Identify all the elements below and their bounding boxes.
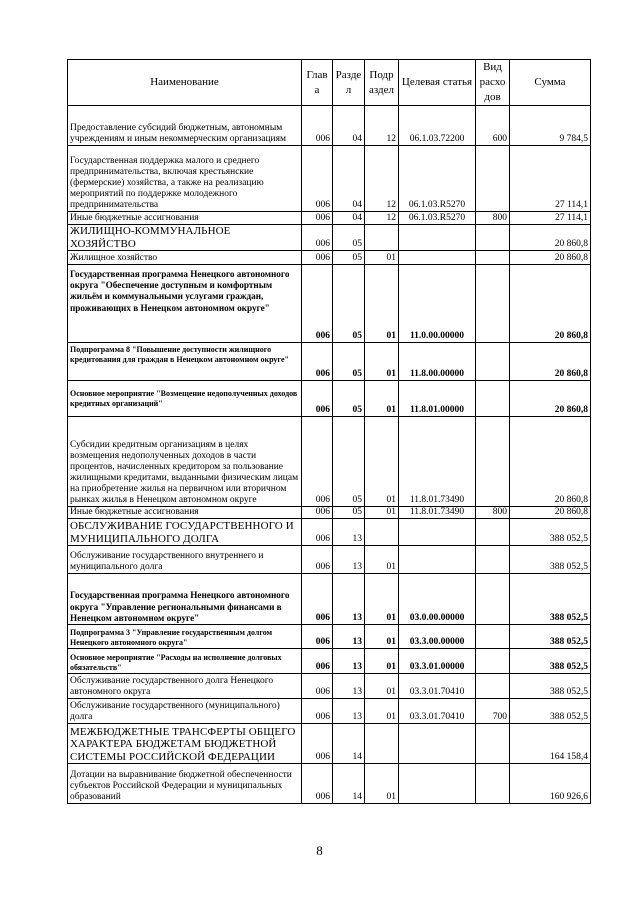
row-name: Обслуживание государственного долга Ненецкого автономного округа <box>68 674 302 699</box>
row-glava: 006 <box>302 764 333 804</box>
row-vid <box>476 225 510 251</box>
row-vid <box>476 625 510 649</box>
row-target: 06.1.03.R5270 <box>399 212 476 225</box>
row-razdel: 05 <box>333 251 365 265</box>
row-podrazdel: 01 <box>365 699 399 724</box>
row-vid <box>476 546 510 574</box>
table-row <box>68 546 591 574</box>
table-row <box>68 343 591 381</box>
row-sum: 20 860,8 <box>510 507 591 519</box>
row-target <box>399 251 476 265</box>
row-name: Обслуживание государственного внутреннего и муниципального долга <box>68 546 302 574</box>
row-vid <box>476 381 510 417</box>
row-razdel: 05 <box>333 225 365 251</box>
row-podrazdel: 01 <box>365 546 399 574</box>
row-razdel: 04 <box>333 106 365 146</box>
row-razdel: 04 <box>333 146 365 212</box>
row-glava: 006 <box>302 225 333 251</box>
row-vid <box>476 724 510 764</box>
header-sum: Сумма <box>510 60 591 106</box>
row-target: 03.3.01.00000 <box>399 649 476 674</box>
row-glava: 006 <box>302 546 333 574</box>
table-row <box>68 106 591 146</box>
row-sum: 164 158,4 <box>510 724 591 764</box>
row-name: Государственная поддержка малого и среднего предпринимательства, включая крестьянские (фермерские) хозяйства, а также на реализацию мероприятий по поддержке молодежного предпринимательства <box>68 146 302 212</box>
row-name: Государственная программа Ненецкого автономного округа "Управление региональными финансами в Ненецком автономном округе" <box>68 574 302 625</box>
row-name: Иные бюджетные ассигнования <box>68 212 302 225</box>
row-vid <box>476 649 510 674</box>
row-razdel: 14 <box>333 764 365 804</box>
table-row <box>68 146 591 212</box>
row-razdel: 13 <box>333 699 365 724</box>
table-row <box>68 507 591 519</box>
table-row <box>68 674 591 699</box>
row-sum: 388 052,5 <box>510 674 591 699</box>
row-name: Предоставление субсидий бюджетным, автономным учреждениям и иным некоммерческим организациям <box>68 106 302 146</box>
row-name: МЕЖБЮДЖЕТНЫЕ ТРАНСФЕРТЫ ОБЩЕГО ХАРАКТЕРА БЮДЖЕТАМ БЮДЖЕТНОЙ СИСТЕМЫ РОССИЙСКОЙ ФЕДЕРАЦИИ <box>68 724 302 764</box>
row-razdel: 13 <box>333 625 365 649</box>
row-sum: 388 052,5 <box>510 574 591 625</box>
row-vid: 800 <box>476 212 510 225</box>
row-glava: 006 <box>302 251 333 265</box>
row-sum: 20 860,8 <box>510 381 591 417</box>
row-vid <box>476 674 510 699</box>
row-podrazdel: 01 <box>365 625 399 649</box>
row-target: 11.8.01.73490 <box>399 507 476 519</box>
row-target <box>399 764 476 804</box>
row-name: Субсидии кредитным организациям в целях возмещения недополученных доходов в части процентов, начисленных кредитором за пользование жилищными кредитами, выданными физическим лицам на приобретение жилья на первичном или вторичном рынках жилья в Ненецком автономном округе <box>68 417 302 507</box>
row-razdel: 13 <box>333 649 365 674</box>
row-podrazdel: 01 <box>365 574 399 625</box>
row-vid: 700 <box>476 699 510 724</box>
row-podrazdel <box>365 724 399 764</box>
row-sum: 9 784,5 <box>510 106 591 146</box>
row-sum: 388 052,5 <box>510 625 591 649</box>
table-row <box>68 649 591 674</box>
row-razdel: 13 <box>333 674 365 699</box>
row-razdel: 14 <box>333 724 365 764</box>
row-razdel: 13 <box>333 574 365 625</box>
row-razdel: 04 <box>333 212 365 225</box>
table-row <box>68 699 591 724</box>
row-sum: 27 114,1 <box>510 212 591 225</box>
row-target: 03.3.01.70410 <box>399 699 476 724</box>
table-row <box>68 417 591 507</box>
table-row <box>68 764 591 804</box>
row-target: 03.3.00.00000 <box>399 625 476 649</box>
row-podrazdel: 12 <box>365 106 399 146</box>
row-sum: 20 860,8 <box>510 265 591 343</box>
row-podrazdel: 01 <box>365 343 399 381</box>
row-vid <box>476 417 510 507</box>
header-name: Наименование <box>68 60 302 106</box>
row-glava: 006 <box>302 507 333 519</box>
row-name: Жилищное хозяйство <box>68 251 302 265</box>
row-vid <box>476 764 510 804</box>
row-glava: 006 <box>302 343 333 381</box>
row-podrazdel: 01 <box>365 417 399 507</box>
row-target: 11.0.00.00000 <box>399 265 476 343</box>
row-podrazdel: 01 <box>365 649 399 674</box>
row-target: 03.3.01.70410 <box>399 674 476 699</box>
row-podrazdel: 12 <box>365 212 399 225</box>
table-row <box>68 212 591 225</box>
row-name: ЖИЛИЩНО-КОММУНАЛЬНОЕ ХОЗЯЙСТВО <box>68 225 302 251</box>
row-name: Подпрограмма 3 "Управление государственным долгом Ненецкого автономного округа" <box>68 625 302 649</box>
row-vid <box>476 251 510 265</box>
row-razdel: 05 <box>333 265 365 343</box>
row-target: 03.0.00.00000 <box>399 574 476 625</box>
row-name: Дотации на выравнивание бюджетной обеспеченности субъектов Российской Федерации и муниципальных образований <box>68 764 302 804</box>
row-name: ОБСЛУЖИВАНИЕ ГОСУДАРСТВЕННОГО И МУНИЦИПАЛЬНОГО ДОЛГА <box>68 519 302 546</box>
row-target: 11.8.00.00000 <box>399 343 476 381</box>
row-target: 06.1.03.72200 <box>399 106 476 146</box>
row-razdel: 13 <box>333 519 365 546</box>
row-razdel: 05 <box>333 417 365 507</box>
row-vid <box>476 343 510 381</box>
row-razdel: 05 <box>333 507 365 519</box>
row-glava: 006 <box>302 574 333 625</box>
row-podrazdel: 12 <box>365 146 399 212</box>
page-number: 8 <box>316 843 323 858</box>
row-glava: 006 <box>302 146 333 212</box>
row-name: Основное мероприятие "Расходы на исполнение долговых обязательств" <box>68 649 302 674</box>
row-target <box>399 546 476 574</box>
row-glava: 006 <box>302 699 333 724</box>
row-glava: 006 <box>302 106 333 146</box>
header-razdel: Разде л <box>333 60 365 106</box>
row-podrazdel <box>365 225 399 251</box>
row-sum: 388 052,5 <box>510 649 591 674</box>
row-glava: 006 <box>302 649 333 674</box>
table-row <box>68 724 591 764</box>
budget-table <box>67 59 591 804</box>
row-target <box>399 519 476 546</box>
table-row <box>68 625 591 649</box>
row-sum: 20 860,8 <box>510 343 591 381</box>
row-razdel: 05 <box>333 381 365 417</box>
row-podrazdel: 01 <box>365 674 399 699</box>
row-name: Обслуживание государственного (муниципального) долга <box>68 699 302 724</box>
header-row <box>68 60 591 106</box>
row-vid <box>476 519 510 546</box>
row-podrazdel: 01 <box>365 764 399 804</box>
row-glava: 006 <box>302 625 333 649</box>
row-vid <box>476 574 510 625</box>
row-glava: 006 <box>302 674 333 699</box>
row-glava: 006 <box>302 265 333 343</box>
row-sum: 20 860,8 <box>510 225 591 251</box>
row-target: 06.1.03.R5270 <box>399 146 476 212</box>
row-vid <box>476 265 510 343</box>
row-vid <box>476 146 510 212</box>
row-podrazdel: 01 <box>365 251 399 265</box>
row-name: Иные бюджетные ассигнования <box>68 507 302 519</box>
row-target <box>399 225 476 251</box>
row-glava: 006 <box>302 724 333 764</box>
table-row <box>68 381 591 417</box>
row-name: Подпрограмма 8 "Повышение доступности жилищного кредитования для граждан в Ненецком автономном округе" <box>68 343 302 381</box>
header-target: Целевая статья <box>399 60 476 106</box>
row-vid: 800 <box>476 507 510 519</box>
table-row <box>68 225 591 251</box>
table-row <box>68 265 591 343</box>
row-glava: 006 <box>302 417 333 507</box>
row-podrazdel: 01 <box>365 265 399 343</box>
table-row <box>68 519 591 546</box>
header-glava: Глав а <box>302 60 333 106</box>
row-podrazdel: 01 <box>365 381 399 417</box>
row-podrazdel: 01 <box>365 507 399 519</box>
row-target: 11.8.01.00000 <box>399 381 476 417</box>
row-razdel: 05 <box>333 343 365 381</box>
row-target <box>399 724 476 764</box>
row-sum: 20 860,8 <box>510 251 591 265</box>
header-vid: Вид расхо дов <box>476 60 510 106</box>
row-glava: 006 <box>302 519 333 546</box>
row-name: Государственная программа Ненецкого автономного округа "Обеспечение доступным и комфортным жильём и коммунальными услугами граждан, проживающих в Ненецком автономном округе" <box>68 265 302 343</box>
row-sum: 160 926,6 <box>510 764 591 804</box>
row-razdel: 13 <box>333 546 365 574</box>
row-sum: 27 114,1 <box>510 146 591 212</box>
row-sum: 20 860,8 <box>510 417 591 507</box>
row-vid: 600 <box>476 106 510 146</box>
header-podrazdel: Подр аздел <box>365 60 399 106</box>
row-glava: 006 <box>302 381 333 417</box>
row-glava: 006 <box>302 212 333 225</box>
table-row <box>68 574 591 625</box>
row-podrazdel <box>365 519 399 546</box>
row-name: Основное мероприятие "Возмещение недополученных доходов кредитных организаций" <box>68 381 302 417</box>
row-target: 11.8.01.73490 <box>399 417 476 507</box>
row-sum: 388 052,5 <box>510 699 591 724</box>
row-sum: 388 052,5 <box>510 546 591 574</box>
table-row <box>68 251 591 265</box>
row-sum: 388 052,5 <box>510 519 591 546</box>
